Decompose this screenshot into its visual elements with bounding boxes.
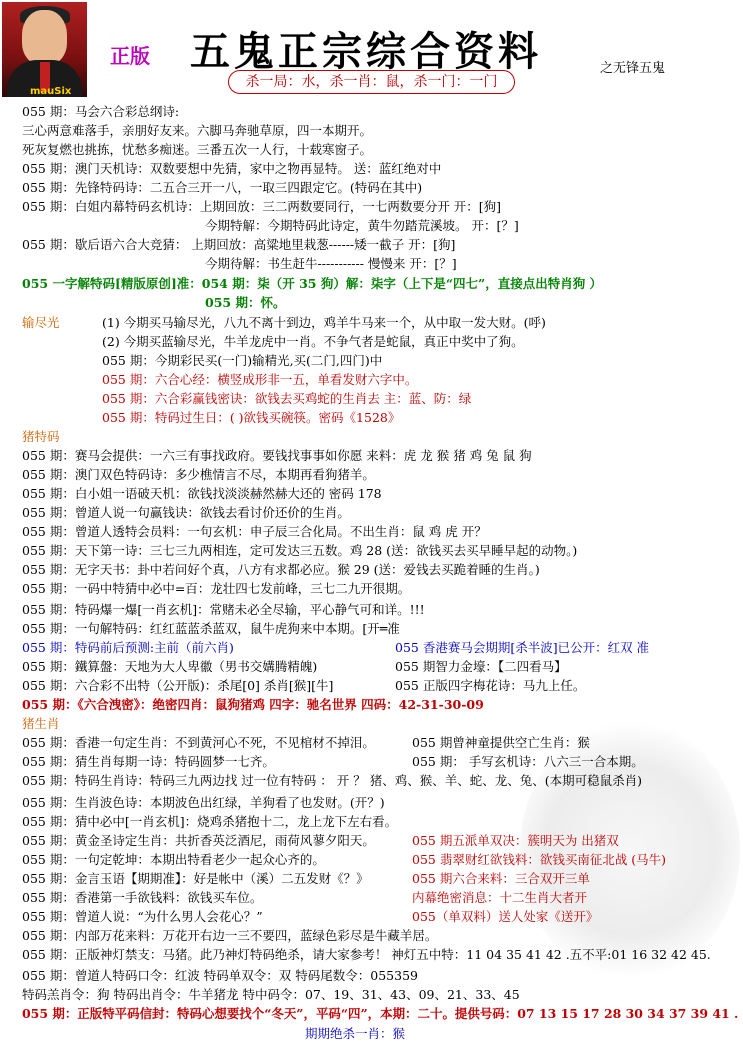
text-line: 055 期：怀。 bbox=[205, 295, 286, 310]
text-line: 055 期：金言玉语【期期准】：好是帐中（溪）二五发财《？》 bbox=[22, 871, 369, 886]
text-line: 055 期：正版神灯禁支：马猪。此乃神灯特码绝杀，请大家参考！ 神灯五中特：11 04 35 41 42 .五不平:01 16 32 42 45. bbox=[22, 947, 711, 962]
text-line: 055 期：六合彩赢钱密诀：欲钱去买鸡蛇的生肖去 主：蓝、防：绿 bbox=[102, 391, 472, 406]
text-line: 055 期：歇后语六合大竞猜： 上期回放：高粱地里栽葱------矮一截子 开：[狗] bbox=[22, 237, 456, 252]
text-line: 055 期：猜生肖每期一诗：特码圆梦一七齐。 bbox=[22, 754, 275, 769]
text-line: 055 期：赛马会提供：一六三有事找政府。要钱找事事如你愿 来料：虎 龙 猴 猪 鸡 兔 鼠 狗 bbox=[22, 448, 532, 463]
text-line: 期期绝杀一肖：猴 bbox=[305, 1026, 406, 1041]
photo-logo: mauSix bbox=[30, 86, 72, 97]
text-line: 055 期：白小姐一语破天机：欲钱找淡淡赫然赫大还的 密码 178 bbox=[22, 486, 382, 501]
text-line: 055 期：曾道人说一句赢钱诀：欲钱去看讨价还价的生肖。 bbox=[22, 505, 350, 520]
text-line: 055 期六合来料：三合双开三单 bbox=[412, 871, 590, 886]
text-line: 055 期：内部万花来料：万花开右边一三不要四，蓝绿色彩尽是牛藏羊居。 bbox=[22, 928, 438, 943]
text-line: 055 期：正版特平码信封：特码心想要找个“冬天”，平码“四”，本期：二十。提供号码：07 13 15 17 28 30 34 37 39 41 . bbox=[22, 1006, 739, 1021]
text-line: 055 期：香港第一手欲钱料：欲钱买车位。 bbox=[22, 890, 263, 905]
text-line: 055 期：无字天书：卦中若问好个真，八方有求都必应。猴 29 (送：爱钱去买跪着睡的生肖。) bbox=[22, 562, 540, 577]
author-note: 之无锋五鬼 bbox=[600, 61, 666, 76]
text-line: 055 期：澳门天机诗：双数要想中先猜，家中之物再显特。 送：蓝红绝对中 bbox=[22, 161, 442, 176]
text-line: 死灰复燃也挑拣，忧愁多痴迷。三番五次一人行，十载寒窗子。 bbox=[22, 142, 373, 157]
text-line: 055 期：特码前后预测:主前（前六肖) bbox=[22, 640, 234, 655]
text-line: 055 期：一码中特猜中必中=百：龙壮四七发前峰，三七二九开很期。 bbox=[22, 581, 411, 596]
text-line: 055 期：特码爆一爆[一肖玄机]：常赌未必全尽输，平心静气可和详。!!! bbox=[22, 602, 425, 617]
text-line: 三心两意难落手，亲朋好友来。六脚马奔驰草原，四一本期开。 bbox=[22, 123, 373, 138]
text-line: 055 期智力金壕：【二四看马】 bbox=[395, 659, 567, 674]
text-line: 055 期：天下第一诗：三七三九两相连，定可发达三五数。鸡 28 (送：欲钱买去买早睡早起的动物。) bbox=[22, 543, 578, 558]
text-line: 055 期：特码生肖诗：特码三九两边找 过一位有特码 ： 开 ？ 猪、鸡、猴、羊、蛇、龙、兔、(本期可稳鼠杀肖) bbox=[22, 773, 642, 788]
text-line: (1) 今期买马输尽光，八九不离十到边，鸡羊牛马来一个，从中取一发大财。(呼) bbox=[102, 315, 546, 330]
text-line: 055 期：一句解特码：红红蓝蓝杀蓝双，鼠牛虎狗来中本期。[开═准 bbox=[22, 621, 400, 636]
text-line: 055 期：曾道人说：“为什么男人会花心？” bbox=[22, 909, 263, 924]
page-title: 五鬼正宗综合资料 bbox=[190, 28, 542, 75]
text-line: 今期特解：今期特码此诗定，黄牛勿踏荒溪坡。 开：[？] bbox=[205, 218, 519, 233]
kill-summary: 杀一局：水，杀一肖：鼠，杀一门：一门 bbox=[228, 70, 515, 94]
text-line: 055 期：六合心经：横竖成形非一五，单看发财六字中。 bbox=[102, 372, 418, 387]
text-line: 055 期曾神童提供空亡生肖：猴 bbox=[412, 735, 590, 750]
text-line: 内幕绝密消息：十二生肖大者开 bbox=[412, 890, 588, 905]
edition-badge: 正版 bbox=[110, 44, 150, 68]
text-line: 055 期：鐵算盤：天地为大人卑徽（男书交媾腾精魄) bbox=[22, 659, 318, 674]
text-line: 055 期：六合彩不出特（公开版)：杀尾[0] 杀肖[猴][牛] bbox=[22, 678, 334, 693]
text-line: 055 期：《六合洩密》：绝密四肖：鼠狗猪鸡 四字：驰名世界 四码：42-31-30-09 bbox=[22, 697, 484, 712]
text-line: 055 期：生肖波色诗：本期波色出红绿，羊狗看了也发财。(开？) bbox=[22, 795, 385, 810]
text-line: 055 期：先锋特码诗：二五合三开一八，一取三四跟定它。(特码在其中) bbox=[22, 180, 423, 195]
text-line: 055 翡翠财红欲钱料：欲钱买南征北战 (马牛) bbox=[412, 852, 667, 867]
text-line: 055 期：曾道人特码口令：红波 特码单双令：双 特码尾数令：055359 bbox=[22, 968, 418, 983]
text-line: 055 期：特码过生日：( )欲钱买碗筷。密码《1528》 bbox=[102, 410, 401, 425]
text-line: 055 期： 手写玄机诗：八六三一合本期。 bbox=[412, 754, 644, 769]
text-line: 055（单双料）送人处家《送开》 bbox=[412, 909, 599, 924]
text-line: 055 香港赛马会期期[杀半波]已公开：红双 准 bbox=[395, 640, 650, 655]
author-photo bbox=[2, 2, 87, 97]
text-line: 055 期：黄金圣诗定生肖：共折香英泛酒尼，雨荷风蓼夕阳天。 bbox=[22, 833, 375, 848]
text-line: 055 期：白姐内幕特码玄机诗：上期回放：三二两数要同行，一七两数要分开 开：[狗] bbox=[22, 199, 502, 214]
text-line: 输尽光 bbox=[22, 315, 60, 330]
text-line: (2) 今期买蓝输尽光，牛羊龙虎中一肖。不争气者是蛇鼠，真正中奖中了狗。 bbox=[102, 334, 524, 349]
text-line: 055 期五派单双决：簇明天为 出猪双 bbox=[412, 833, 619, 848]
text-line: 055 期：马会六合彩总纲诗: bbox=[22, 104, 180, 119]
text-line: 055 期：香港一句定生肖：不到黄河心不死，不见棺材不掉泪。 bbox=[22, 735, 375, 750]
text-line: 今期待解：书生赶牛----------- 慢慢来 开：[？] bbox=[205, 256, 457, 271]
text-line: 055 期：猜中必中[一肖玄机]：烧鸡杀猪抱十二，龙上龙下左右看。 bbox=[22, 814, 398, 829]
text-line: 055 期：曾道人透特会员料：一句玄机：申子辰三合化局。不出生肖：鼠 鸡 虎 开？ bbox=[22, 524, 487, 539]
text-line: 特码羔肖令：狗 特码出肖令：牛羊猪龙 特中码令：07、19、31、43、09、21、33、45 bbox=[22, 987, 520, 1002]
text-line: 猪生肖 bbox=[22, 716, 60, 731]
text-line: 055 期：今期彩民买(一门)输精光,买(二门,四门)中 bbox=[102, 353, 383, 368]
text-line: 055 一字解特码[精版原创]准：054 期：柒（开 35 狗）解：柒字（上下是“四七”，直接点出特肖狗 ） bbox=[22, 276, 603, 291]
text-line: 055 期：澳门双色特码诗：多少樵情言不尽，本期再看狗猪羊。 bbox=[22, 467, 375, 482]
text-line: 055 期：一句定乾坤：本期出特看老少一起众心齐的。 bbox=[22, 852, 325, 867]
text-line: 猪特码 bbox=[22, 429, 60, 444]
text-line: 055 正版四字梅花诗：马九上任。 bbox=[395, 678, 586, 693]
